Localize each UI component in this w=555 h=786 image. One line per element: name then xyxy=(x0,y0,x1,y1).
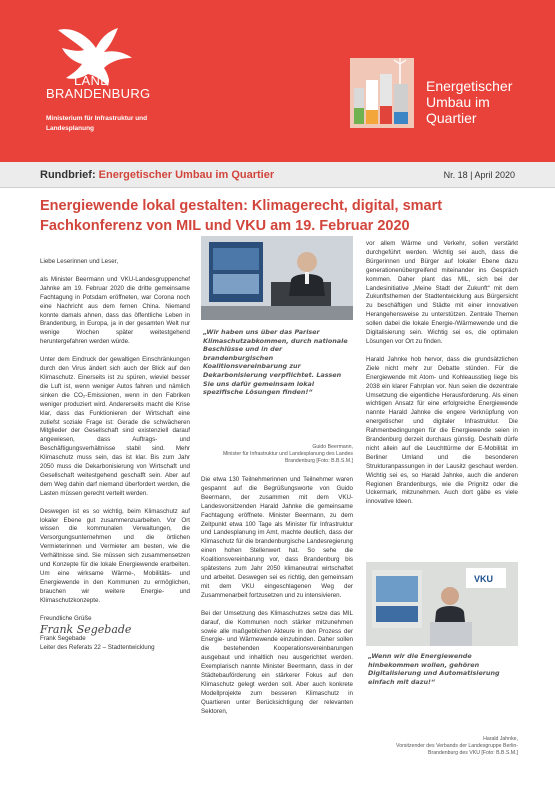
article-paragraph: Bei der Umsetzung des Klimaschutzes setze das MIL darauf, die Kommunen noch stärker mitzunehmen sowie alle maßgeblichen Akteure in den Prozess der Energie- und Wärmewende einzubinden. Daher sollen die bestehenden Kooperationsvereinbarungen ausgebaut und inhaltlich neu ausgerichtet werden. Exemplarisch nannte Minister Beermann, dass in der Städtebauförderung ein stärkerer Fokus auf den Klimaschutz gelegt werden soll. Aber auch konkrete Modellprojekte zum besseren Klimaschutz in Quartieren unter Berücksichtigung der relevanten Sektoren, xyxy=(201,609,353,715)
article-paragraph: Harald Jahnke hob hervor, dass die grundsätzlichen Ziele nicht mehr zur Debatte stünden. Für die Energiewende mit Atom- und Kohleausstieg liege bis 2038 ein klarer Fahrplan vor. Nun seien die dezentrale Umsetzung die eigentliche Herausforderung. Als einen wichtigen Ansatz für eine erfolgreiche Energiewende nannte Harald Jahnke die engere Verknüpfung von energetischer und digitaler Infrastruktur. Die Rahmenbedingungen für die Energiewende seien in Brandenburg derzeit durchaus günstig. Deshalb dürfe nicht allein auf die Leuchttürme der E-Mobilität im Berliner Umland und die besonderen Strukturanpassungen in der Lausitz geschaut werden. Wichtig sei es, so Harald Jahnke, auch die anderen Regionen Brandenburgs, wie die Prignitz oder die Uckermark, mitzunehmen. Auch dort gäbe es viele innovative Ideen. xyxy=(366,355,518,506)
editorial-paragraph: Unter dem Eindruck der gewaltigen Einschränkungen durch den Virus ändert sich auch der Blick auf den Klimaschutz. Einerseits ist zu spüren, wieviel besser die Luft ist, wenn weniger Autos fahren und nämlich sinken die CO₂-Emissionen, wenn in den Fabriken weniger produziert wird. Andererseits macht die Krise klar, dass das Funktionieren der Wirtschaft eine zutiefst soziale Frage ist: Gerade die schwächeren Mitglieder der Gesellschaft sind existenziell darauf angewiesen, dass Auftrags- und Beschäftigungsverhältnisse stabil sind. Mehr Klimaschutz muss sein, das ist klar. Bis zum Jahr 2050 muss die Dekarbonisierung von Wirtschaft und Gesellschaft weitestgehend geschafft sein. Aber auf dem Weg dahin darf niemand überfordert werden, die Lasten müssen gerecht verteilt werden. xyxy=(40,356,190,497)
brandenburg-word: BRANDENBURG xyxy=(46,86,151,101)
credit-role: Vorsitzender des Verbands der Landesgruppe Berlin-Brandenburg des VKU [Foto: B.B.S.M.] xyxy=(396,742,518,756)
editorial-paragraph: als Minister Beermann und VKU-Landesgruppenchef Jahnke am 19. Februar 2020 die dritte gemeinsame Fachtagung in Potsdam eröffneten, war Corona noch eine Nachricht aus dem fernen China. Niemand konnte damals ahnen, dass das öffentliche Leben in Brandenburg, in Europa, ja in der gesamten Welt nur wenige Wochen später weitestgehend heruntergefahren werden würde. xyxy=(40,275,190,346)
newsletter-label xyxy=(40,169,274,181)
ministry-name: Ministerium für Infrastruktur und Landesplanung xyxy=(46,115,148,132)
editorial-paragraph: Deswegen ist es so wichtig, beim Klimaschutz auf lokaler Ebene gut zusammenzuarbeiten. Vor Ort wissen die kommunalen Verwaltungen, die Versorgungsunternehmen und die örtlichen Vermieterinnen und Vermieter am besten, wie die Verhältnisse sind. Sie müssen sich zusammensetzen und Konzepte für die lokale Energiewende erarbeiten. Um eine wirksame Wärme-, Mobilitäts- und Energiewende in den Kommunen zu ermöglichen, brauchen wir weitere Energie- und Klimaschutzkonzepte. xyxy=(40,507,190,604)
beermann-photo-credit xyxy=(203,444,353,464)
quartier-title: Energetischer Umbau im Quartier xyxy=(426,78,513,126)
beermann-quote: „Wir haben uns über das Pariser Klimaschutzabkommen, durch nationale Beschlüsse und in der brandenburgischen Koalitionsvereinbarung zur Dekarbonisierung verpflichtet. Lassen Sie uns dafür gemeinsam lokal spezifische Lösungen finden!“ xyxy=(203,328,348,397)
article-column-middle xyxy=(201,476,353,726)
author-role: Leiter des Referats 22 – Stadtentwicklung xyxy=(40,644,155,652)
article-column-right xyxy=(366,240,518,516)
quartier-logo xyxy=(350,58,513,128)
jahnke-photo xyxy=(366,562,518,646)
header-banner xyxy=(0,0,555,162)
newsletter-title: Energetischer Umbau im Quartier xyxy=(98,169,275,181)
article-paragraph: vor allem Wärme und Verkehr, sollen verstärkt durchgeführt werden. Wichtig sei auch, dass die Bürgerinnen und Bürger auf lokaler Ebene dazu generationenübergreifend miteinander ins Gespräch kommen. Daher plant das MIL, sich bei der Landesinitiative „Meine Stadt der Zukunft“ mit dem Zukunftsthemen der Stadtentwicklung aus Bürgersicht zu beschäftigen und Städte mit einer innovativen Herangehensweise zu unterstützen. Zentrale Themen sollen dabei die lokale Energie-/Wärmewende und die Digitalisierung sein. Wichtig sei es, die optimalen Lösungen vor Ort zu finden. xyxy=(366,240,518,345)
credit-name: Guido Beermann, xyxy=(312,444,353,450)
state-logo-wordmark xyxy=(46,74,156,100)
article-paragraph: Die etwa 130 Teilnehmerinnen und Teilnehmer waren gespannt auf die Begrüßungsworte von Guido Beermann, der zusammen mit dem VKU-Landesvorsitzenden Harald Jahnke die gemeinsame Fachtagung eröffnete. Minister Beermann, zu dem Zeitpunkt etwa 100 Tage als Minister für Infrastruktur und Landesplanung im Amt, machte deutlich, dass der Klimaschutz für die brandenburgische Landesregierung einen hohen Stellenwert hat. So sehe die Koalitionsvereinbarung vor, dass Brandenburg bis spätestens zum Jahr 2050 klimaneutral wirtschaftet und arbeitet. Deswegen sei es richtig, den gemeinsam mit dem VKU eingeschlagenen Weg der Zusammenarbeit fortzusetzen und zu intensivieren. xyxy=(201,476,353,599)
jahnke-photo-credit xyxy=(368,736,518,756)
svg-text:VKU: VKU xyxy=(474,574,494,584)
closing: Freundliche Grüße xyxy=(40,614,92,622)
land-word: LAND xyxy=(74,73,110,88)
greeting: Liebe Leserinnen und Leser, xyxy=(40,258,119,265)
quartier-buildings-icon xyxy=(350,58,414,128)
author-name: Frank Segebade xyxy=(40,635,86,643)
signature-block xyxy=(40,615,190,654)
credit-role: Minister für Infrastruktur und Landesplanung des Landes Brandenburg [Foto: B.B.S.M.] xyxy=(222,450,353,464)
credit-name: Harald Jahnke, xyxy=(483,736,518,742)
editorial-column xyxy=(40,258,190,653)
jahnke-quote: „Wenn wir die Energiewende hinbekommen wollen, gehören Digitalisierung und Automatisierung einfach mit dazu!“ xyxy=(368,652,500,686)
speaker-at-podium-image xyxy=(201,236,353,320)
rundbrief-label: Rundbrief: xyxy=(40,169,96,181)
handwritten-signature: Frank Segebade xyxy=(40,622,132,636)
beermann-photo xyxy=(201,236,353,320)
issue-number: Nr. 18 | April 2020 xyxy=(443,170,515,180)
page-headline xyxy=(40,196,530,236)
headline-line2: Fachkonferenz von MIL und VKU am 19. Februar 2020 xyxy=(40,218,410,234)
newsletter-bar xyxy=(0,162,555,188)
speaker-at-lectern-image xyxy=(366,562,518,646)
headline-line1: Energiewende lokal gestalten: Klimagerecht, digital, smart xyxy=(40,198,443,214)
